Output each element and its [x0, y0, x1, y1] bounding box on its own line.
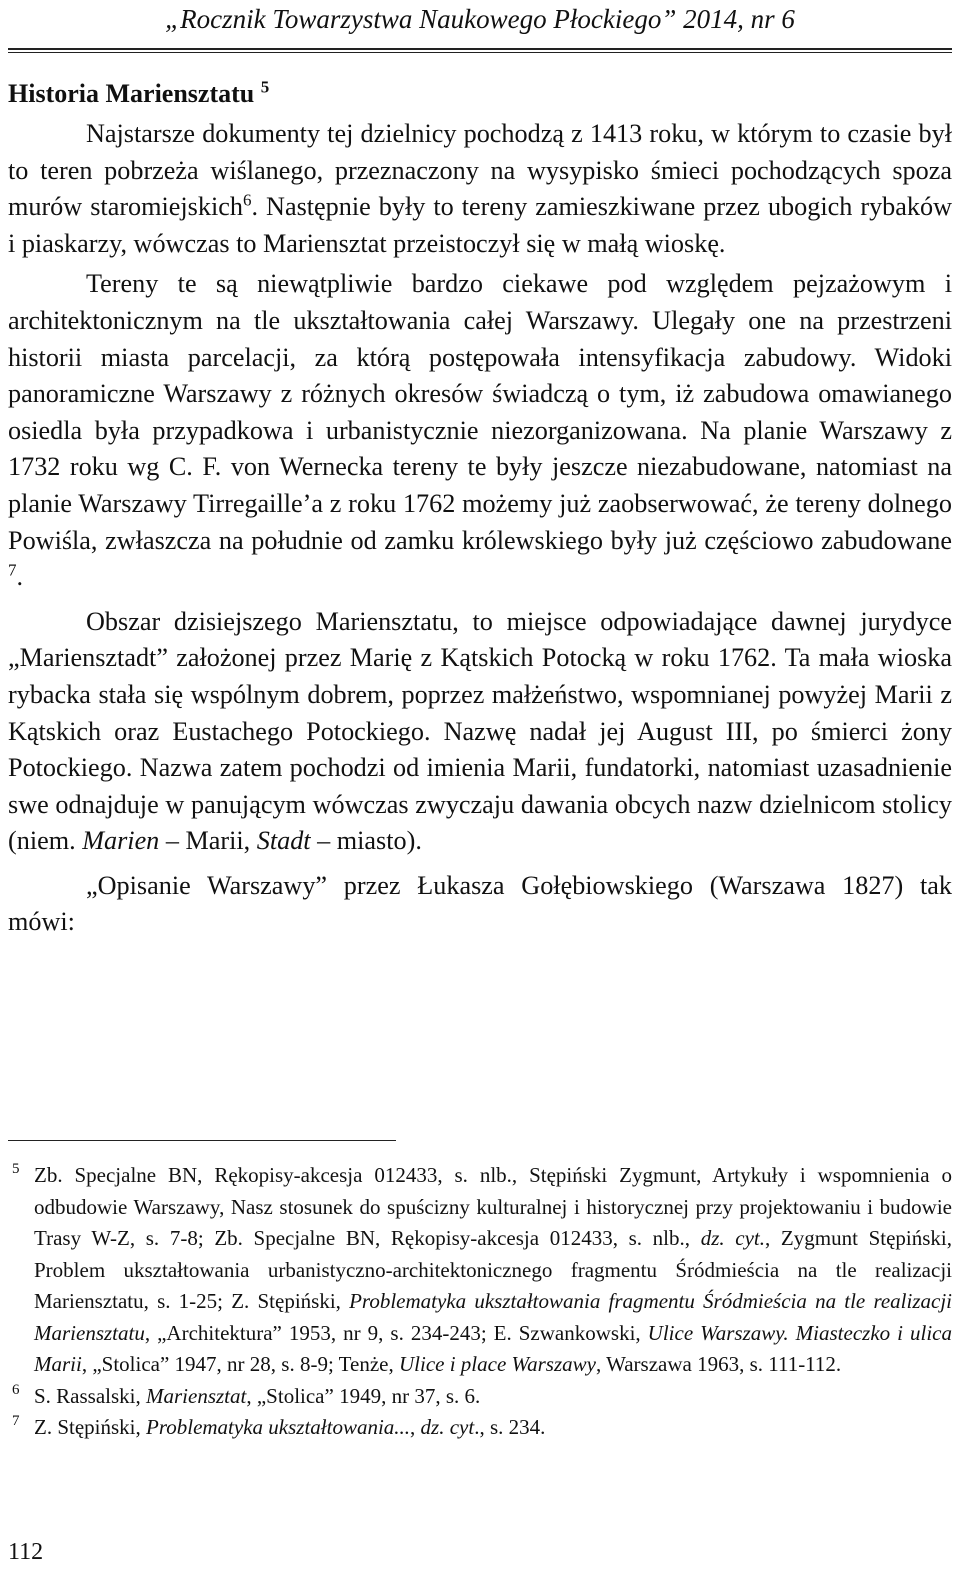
paragraph-1: [8, 116, 952, 262]
footnote-5-italic-4: Ulice i place Warszawy: [399, 1352, 596, 1376]
paragraph-2-text-end: .: [16, 562, 24, 592]
footnote-5-text-2: , Zygmunt Stępiński, Problem ukształtowania urbanistyczno-architektonicznego fragmentu Śródmieścia na tle realizacji Mariensztatu, s. 1-25; Z. Stępiński,: [34, 1226, 952, 1313]
footnote-7-number: 7: [12, 1413, 20, 1429]
footnote-5-text: Zb. Specjalne BN, Rękopisy-akcesja 012433, s. nlb., Stępiński Zygmunt, Artykuły i wspomnienia o odbudowie Warszawy, Nasz stosunek do spuścizny kulturalnej i historycznej przy projektowaniu i budowie Trasy W-Z, s. 7-8; Zb. Specjalne BN, Rękopisy-akcesja 012433, s. nlb.,: [34, 1163, 952, 1250]
footnotes: [8, 1160, 952, 1444]
header-rule-thin: [8, 52, 952, 53]
paragraph-1-text-end: . Następnie były to tereny zamieszkiwane przez ubogich rybaków i piaskarzy, wówczas to Mariensztat przeistoczył się w małą wioskę.: [8, 192, 952, 258]
footnote-7-italic-2: dz. cyt: [420, 1415, 475, 1439]
footnote-ref-7[interactable]: 7: [8, 560, 17, 580]
paragraph-2: [8, 266, 952, 595]
section-title: [8, 74, 952, 114]
footnote-ref-6[interactable]: 6: [242, 190, 252, 210]
footnote-5-text-3: , „Architektura” 1953, nr 9, s. 234-243; E. Szwankowski,: [144, 1320, 648, 1345]
footnote-5-text-4: , „Stolica” 1947, nr 28, s. 8-9; Tenże,: [81, 1352, 399, 1376]
paragraph-3: [8, 604, 952, 860]
paragraph-1-text: Najstarsze dokumenty tej dzielnicy pochodzą z 1413 roku, w którym to czasie był to teren pobrzeża wiślanego, przeznaczony na wysypisko śmieci pochodzących spoza murów staromiejskich: [8, 119, 952, 222]
footnote-7-text-2: ,: [410, 1415, 421, 1439]
footnote-6-number: 6: [12, 1381, 20, 1398]
footnote-6: [8, 1381, 952, 1413]
footnote-ref-5[interactable]: 5: [260, 77, 270, 97]
page-number: 112: [8, 1539, 44, 1565]
footnote-7-text-3: ., s. 234.: [474, 1415, 546, 1439]
paragraph-3-text-mid: – Marii,: [159, 826, 257, 856]
running-header: „Rocznik Towarzystwa Naukowego Płockiego” 2014, nr 6: [165, 4, 795, 34]
footnote-separator: [8, 1140, 396, 1141]
footnote-7-italic-1: Problematyka ukształtowania...: [146, 1415, 411, 1439]
footnote-7-text: Z. Stępiński,: [34, 1415, 147, 1439]
section-title-text: Historia Mariensztatu: [8, 79, 255, 108]
paragraph-2-text: Tereny te są niewątpliwie bardzo ciekawe pod względem pejzażowym i architektonicznym na tle ukształtowania całej Warszawy. Ulegały one na przestrzeni historii miasta parcelacji, za którą postępowała intensyfikacja zabudowy. Widoki panoramiczne Warszawy z różnych okresów świadczą o tym, iż zabudowa omawianego osiedla była przypadkowa i urbanistycznie niezorganizowana. Na planie Warszawy z 1732 roku wg C. F. von Wernecka tereny te były jeszcze niezabudowane, natomiast na planie Warszawy Tirregaille’a z roku 1762 możemy już zaobserwować, że tereny dolnego Powiśla, zwłaszcza na południe od zamku królewskiego były już częściowo zabudowane: [8, 269, 952, 555]
footnote-5-italic-2: Problematyka ukształtowania fragmentu Śródmieścia na tle realizacji Mariensztatu: [34, 1289, 952, 1345]
paragraph-3-text: Obszar dzisiejszego Mariensztatu, to miejsce odpowiadające dawnej jurydyce „Mariensztadt” założonej przez Marię z Kątskich Potocką w roku 1762. Ta mała wioska rybacka stała się wspólnym dobrem, poprzez małżeństwo, wspomnianej powyżej Marii z Kątskich oraz Eustachego Potockiego. Nazwę nadał jej August III, po śmierci żony Potockiego. Nazwa zatem pochodzi od imienia Marii, fundatorki, natomiast uzasadnienie swe odnajduje w panującym wówczas zwyczaju dawania obcych nazw dzielnicom stolicy (niem.: [8, 606, 952, 856]
footnote-7: [8, 1412, 952, 1444]
paragraph-4: „Opisanie Warszawy” przez Łukasza Gołębiowskiego (Warszawa 1827) tak mówi:: [8, 870, 952, 937]
paragraph-3-italic-stadt: Stadt: [256, 826, 311, 856]
footnote-5-italic-1: dz. cyt.: [700, 1226, 765, 1250]
main-text: [8, 74, 952, 941]
footnote-6-text-2: , „Stolica” 1949, nr 37, s. 6.: [246, 1383, 481, 1408]
header-rule: [8, 48, 952, 50]
paragraph-3-italic-marien: Marien: [82, 826, 160, 856]
footnote-5: [8, 1160, 952, 1381]
footnote-5-text-5: , Warszawa 1963, s. 111-112.: [595, 1352, 842, 1376]
paragraph-3-text-end: – miasto).: [310, 826, 422, 856]
footnote-5-number: 5: [12, 1161, 20, 1177]
footnote-5-italic-3: Ulice Warszawy. Miasteczko i ulica Marii: [34, 1320, 952, 1376]
footnote-6-italic: Mariensztat: [146, 1383, 247, 1408]
footnote-6-text: S. Rassalski,: [34, 1383, 147, 1408]
